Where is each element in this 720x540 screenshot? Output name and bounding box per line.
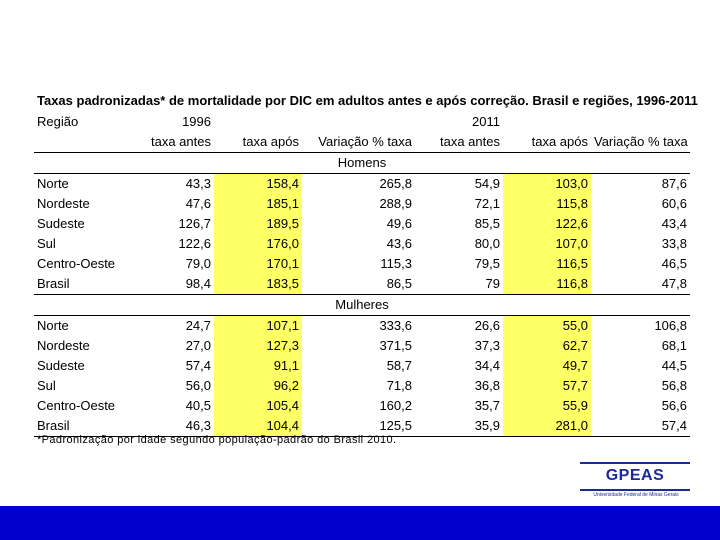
region-cell: Centro-Oeste xyxy=(37,256,116,271)
value-cell: 56,8 xyxy=(661,378,687,393)
value-cell: 47,6 xyxy=(185,196,211,211)
year-2011-header: 2011 xyxy=(472,114,500,129)
value-cell: 46,3 xyxy=(126,416,214,437)
value-cell: 103,0 xyxy=(503,174,591,195)
value-cell: 116,5 xyxy=(503,254,591,274)
col-header: taxa após xyxy=(214,132,302,153)
value-cell: 85,5 xyxy=(474,216,500,231)
value-cell: 79,5 xyxy=(474,256,500,271)
value-cell: 57,4 xyxy=(185,358,211,373)
logo-name: GPEAS xyxy=(605,467,665,484)
header-row-columns xyxy=(34,132,690,153)
region-header: Região xyxy=(37,114,79,129)
bottom-bar xyxy=(0,506,720,540)
value-cell: 33,8 xyxy=(661,236,687,251)
value-cell: 24,7 xyxy=(185,318,211,333)
col-header: taxa antes xyxy=(126,132,214,153)
value-cell: 185,1 xyxy=(214,194,302,214)
value-cell: 160,2 xyxy=(379,398,412,413)
value-cell: 105,4 xyxy=(214,396,302,416)
region-cell: Sul xyxy=(37,378,56,393)
value-cell: 115,8 xyxy=(503,194,591,214)
value-cell: 80,0 xyxy=(474,236,500,251)
value-cell: 57,4 xyxy=(591,416,690,437)
region-cell: Brasil xyxy=(34,416,126,437)
value-cell: 371,5 xyxy=(379,338,412,353)
col-header: taxa antes xyxy=(415,132,503,153)
value-cell: 35,9 xyxy=(415,416,503,437)
value-cell: 115,3 xyxy=(380,256,412,271)
value-cell: 62,7 xyxy=(503,336,591,356)
value-cell: 79 xyxy=(415,274,503,295)
value-cell: 86,5 xyxy=(302,274,415,295)
region-cell: Nordeste xyxy=(37,338,90,353)
value-cell: 40,5 xyxy=(185,398,211,413)
value-cell: 107,0 xyxy=(503,234,591,254)
value-cell: 107,1 xyxy=(214,316,302,337)
value-cell: 122,6 xyxy=(178,236,211,251)
region-cell: Brasil xyxy=(34,274,126,295)
value-cell: 87,6 xyxy=(661,176,687,191)
value-cell: 176,0 xyxy=(214,234,302,254)
value-cell: 125,5 xyxy=(302,416,415,437)
value-cell: 43,6 xyxy=(386,236,412,251)
mortality-table xyxy=(34,112,690,437)
value-cell: 43,3 xyxy=(185,176,211,191)
table-row xyxy=(34,356,690,376)
table-row xyxy=(34,336,690,356)
header-row-years xyxy=(34,112,690,132)
value-cell: 43,4 xyxy=(661,216,687,231)
section-label: Mulheres xyxy=(34,295,690,316)
value-cell: 288,9 xyxy=(379,196,412,211)
table-row xyxy=(34,376,690,396)
value-cell: 122,6 xyxy=(503,214,591,234)
section-header-row xyxy=(34,295,690,316)
value-cell: 37,3 xyxy=(474,338,500,353)
value-cell: 57,7 xyxy=(503,376,591,396)
value-cell: 170,1 xyxy=(214,254,302,274)
value-cell: 91,1 xyxy=(214,356,302,376)
value-cell: 104,4 xyxy=(214,416,302,437)
gpeas-logo xyxy=(580,462,692,502)
col-header: Variação % taxa xyxy=(302,132,415,153)
value-cell: 106,8 xyxy=(654,318,687,333)
value-cell: 35,7 xyxy=(474,398,500,413)
table-row xyxy=(34,316,690,337)
region-cell: Sudeste xyxy=(37,358,85,373)
value-cell: 54,9 xyxy=(474,176,500,191)
table-title: Taxas padronizadas* de mortalidade por DIC em adultos antes e após correção. Brasil e regiões, 1996-2011 xyxy=(37,93,698,108)
section-label: Homens xyxy=(34,153,690,174)
value-cell: 36,8 xyxy=(474,378,500,393)
value-cell: 189,5 xyxy=(214,214,302,234)
logo-subtitle: Universidade Federal de Minas Gerais xyxy=(593,492,679,498)
region-cell: Centro-Oeste xyxy=(37,398,116,413)
value-cell: 34,4 xyxy=(474,358,500,373)
region-cell: Norte xyxy=(37,318,69,333)
logo-line-top xyxy=(580,462,690,464)
value-cell: 183,5 xyxy=(214,274,302,295)
value-cell: 49,7 xyxy=(503,356,591,376)
region-cell: Sul xyxy=(37,236,56,251)
value-cell: 47,8 xyxy=(591,274,690,295)
value-cell: 26,6 xyxy=(474,318,500,333)
value-cell: 71,8 xyxy=(386,378,412,393)
value-cell: 116,8 xyxy=(503,274,591,295)
value-cell: 79,0 xyxy=(185,256,211,271)
value-cell: 27,0 xyxy=(185,338,211,353)
value-cell: 72,1 xyxy=(474,196,500,211)
value-cell: 127,3 xyxy=(214,336,302,356)
value-cell: 58,7 xyxy=(386,358,412,373)
region-cell: Norte xyxy=(37,176,69,191)
table-row xyxy=(34,214,690,234)
year-1996-header: 1996 xyxy=(182,114,211,129)
region-cell: Nordeste xyxy=(37,196,90,211)
value-cell: 46,5 xyxy=(661,256,687,271)
value-cell: 49,6 xyxy=(386,216,412,231)
section-header-row xyxy=(34,153,690,174)
col-header: taxa após xyxy=(503,132,591,153)
value-cell: 44,5 xyxy=(661,358,687,373)
table-row xyxy=(34,174,690,195)
value-cell: 68,1 xyxy=(661,338,687,353)
value-cell: 55,0 xyxy=(503,316,591,337)
footnote: *Padronização por idade segundo população-padrão do Brasil 2010. xyxy=(37,434,397,446)
value-cell: 55,9 xyxy=(503,396,591,416)
logo-line-bottom xyxy=(580,489,690,491)
value-cell: 265,8 xyxy=(379,176,412,191)
value-cell: 96,2 xyxy=(214,376,302,396)
table-row xyxy=(34,274,690,295)
value-cell: 333,6 xyxy=(379,318,412,333)
value-cell: 126,7 xyxy=(178,216,211,231)
value-cell: 158,4 xyxy=(214,174,302,195)
region-cell: Sudeste xyxy=(37,216,85,231)
value-cell: 281,0 xyxy=(503,416,591,437)
table-row xyxy=(34,396,690,416)
table-row xyxy=(34,254,690,274)
value-cell: 98,4 xyxy=(126,274,214,295)
table-row xyxy=(34,194,690,214)
table-row xyxy=(34,234,690,254)
col-header: Variação % taxa xyxy=(591,132,690,153)
value-cell: 60,6 xyxy=(661,196,687,211)
value-cell: 56,0 xyxy=(185,378,211,393)
value-cell: 56,6 xyxy=(661,398,687,413)
